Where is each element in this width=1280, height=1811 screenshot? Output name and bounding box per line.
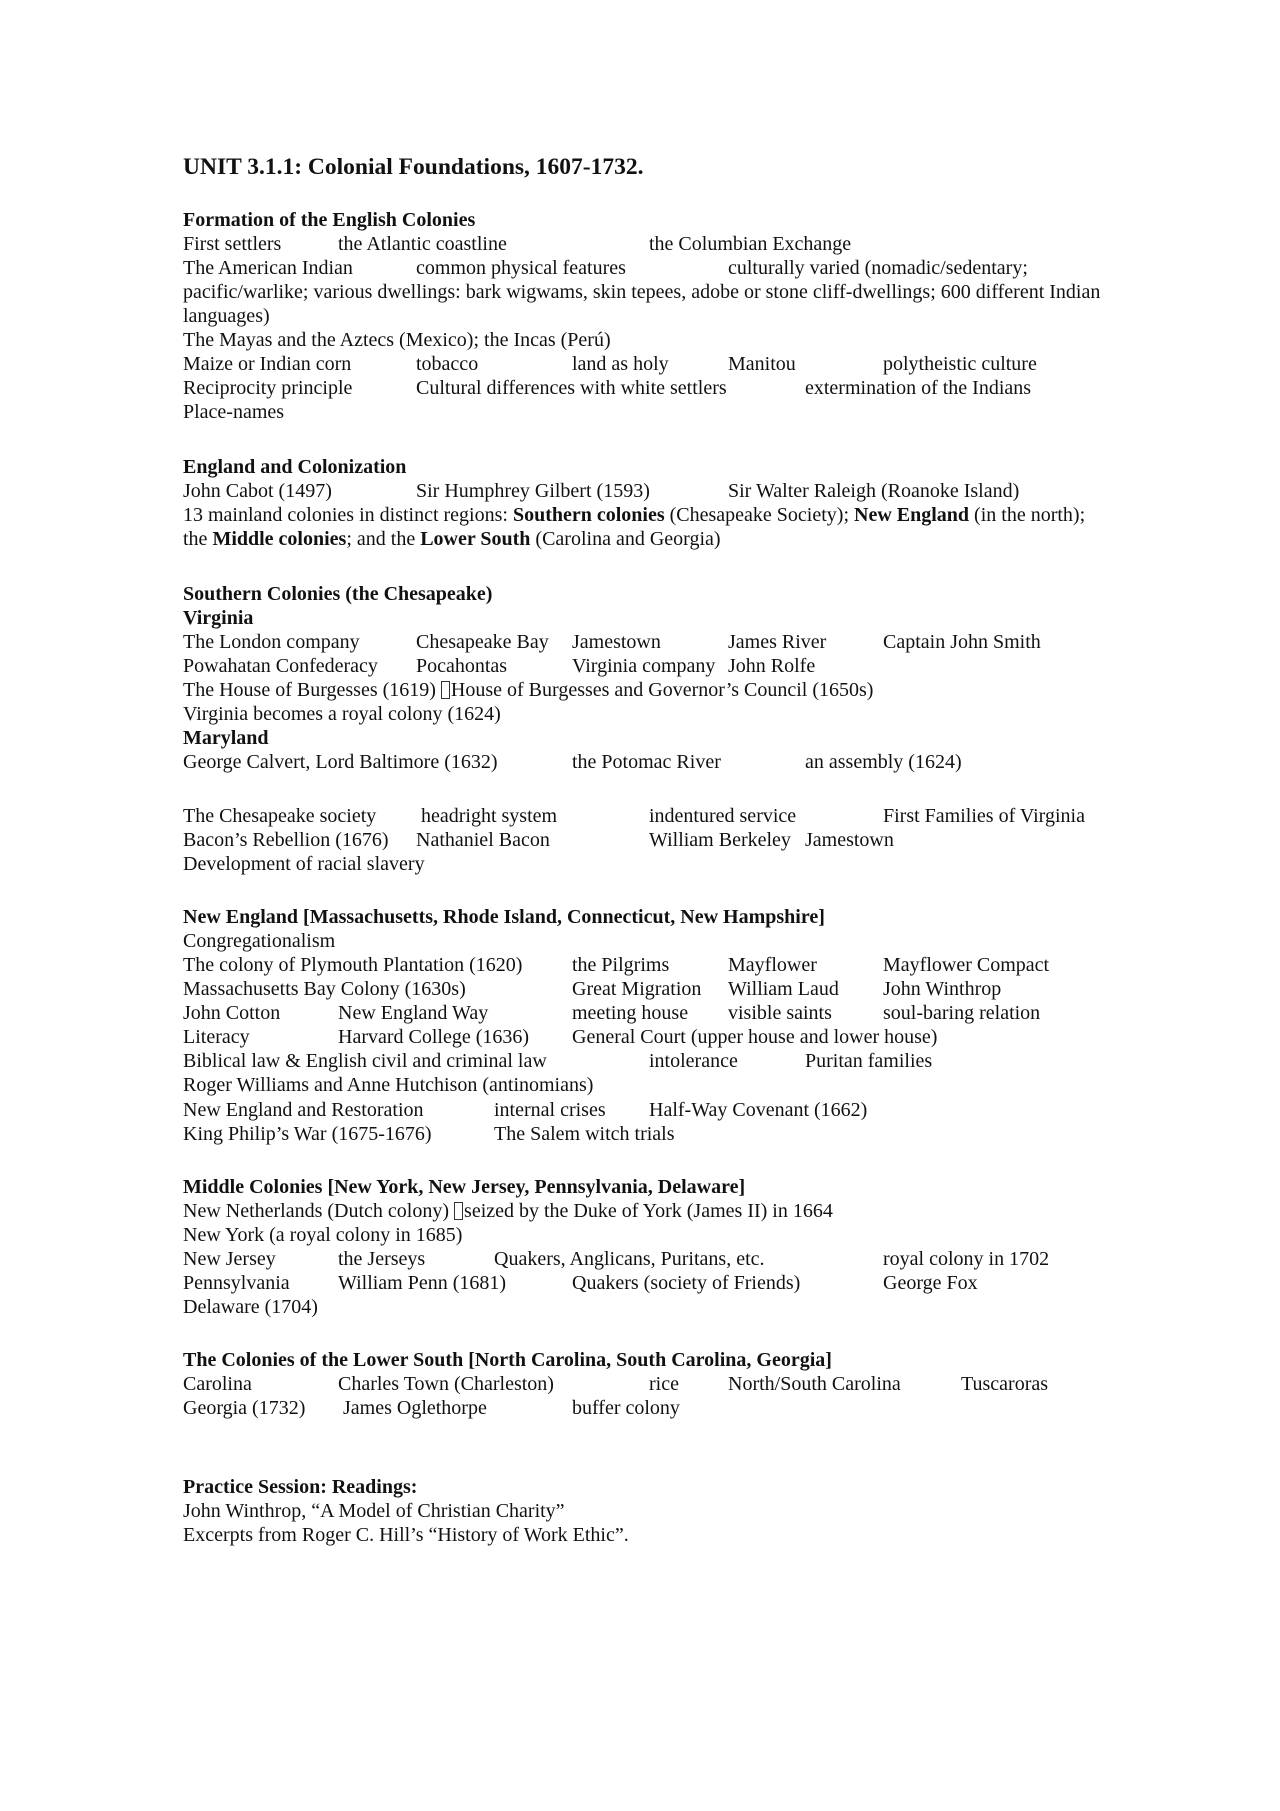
text: House of Burgesses and Governor’s Council (1650s) <box>450 679 874 701</box>
section-heading-new-england: New England [Massachusetts, Rhode Island, Connecticut, New Hampshire] <box>183 906 825 928</box>
middle-row-2: New York (a royal colony in 1685) <box>183 1224 463 1246</box>
term: the Columbian Exchange <box>649 233 852 255</box>
term: William Penn (1681) <box>338 1272 507 1294</box>
term: The London company <box>183 631 360 653</box>
middle-row-1 <box>183 1199 1103 1223</box>
section-heading-practice: Practice Session: Readings: <box>183 1476 418 1498</box>
southern-row-8: Development of racial slavery <box>183 853 425 875</box>
term: Mayflower Compact <box>883 954 1050 976</box>
formation-row-1 <box>183 232 1103 256</box>
term: Virginia company <box>572 655 716 677</box>
text: New Netherlands (Dutch colony) <box>183 1200 455 1222</box>
text: The House of Burgesses (1619) <box>183 679 441 701</box>
formation-row-2 <box>183 256 1103 280</box>
middle-row-5: Delaware (1704) <box>183 1296 318 1318</box>
term: common physical features <box>416 257 626 279</box>
subheading-virginia: Virginia <box>183 607 254 629</box>
lowersouth-row-1 <box>183 1372 1103 1396</box>
term: Cultural differences with white settlers <box>416 377 727 399</box>
page-title: UNIT 3.1.1: Colonial Foundations, 1607-1732. <box>183 154 644 180</box>
bold-term: Lower South <box>420 528 531 550</box>
term: Mayflower <box>728 954 817 976</box>
term: General Court (upper house and lower house) <box>572 1026 938 1048</box>
text: 13 mainland colonies in distinct regions: <box>183 504 513 526</box>
newengland-row-3 <box>183 1001 1103 1025</box>
england-paragraph <box>183 503 1103 551</box>
formation-row-5 <box>183 352 1103 376</box>
term: culturally varied (nomadic/sedentary; <box>728 257 1028 279</box>
section-heading-formation: Formation of the English Colonies <box>183 209 476 231</box>
term: Charles Town (Charleston) <box>338 1373 554 1395</box>
term: Jamestown <box>805 829 894 851</box>
middle-row-3 <box>183 1247 1103 1271</box>
term: Biblical law & English civil and criminal law <box>183 1050 547 1072</box>
term: extermination of the Indians <box>805 377 1032 399</box>
term: visible saints <box>728 1002 832 1024</box>
term: the Jerseys <box>338 1248 426 1270</box>
term: an assembly (1624) <box>805 751 962 773</box>
term: Captain John Smith <box>883 631 1041 653</box>
term: The American Indian <box>183 257 353 279</box>
term: Harvard College (1636) <box>338 1026 530 1048</box>
term: indentured service <box>649 805 797 827</box>
england-row-1 <box>183 479 1103 503</box>
term: First settlers <box>183 233 282 255</box>
term: royal colony in 1702 <box>883 1248 1050 1270</box>
text: seized by the Duke of York (James II) in 1664 <box>464 1200 833 1222</box>
missing-glyph-icon <box>441 681 450 699</box>
term: the Pilgrims <box>572 954 670 976</box>
section-heading-lower-south: The Colonies of the Lower South [North Carolina, South Carolina, Georgia] <box>183 1349 832 1371</box>
newengland-row-0: Congregationalism <box>183 930 336 952</box>
missing-glyph-icon <box>454 1202 463 1220</box>
term: North/South Carolina <box>728 1373 901 1395</box>
formation-paragraph: pacific/warlike; various dwellings: bark wigwams, skin tepees, adobe or stone cliff-dwellings; 600 different Indian languages) <box>183 281 1101 327</box>
formation-row-4: The Mayas and the Aztecs (Mexico); the Incas (Perú) <box>183 329 611 351</box>
text: (in the north); the <box>183 504 1086 550</box>
term: soul-baring relation <box>883 1002 1041 1024</box>
term: Bacon’s Rebellion (1676) <box>183 829 389 851</box>
term: the Potomac River <box>572 751 721 773</box>
term: The colony of Plymouth Plantation (1620) <box>183 954 523 976</box>
bold-term: Southern colonies <box>512 504 665 526</box>
newengland-row-2 <box>183 977 1103 1001</box>
term: Puritan families <box>805 1050 933 1072</box>
term: New England and Restoration <box>183 1099 424 1121</box>
term: Half-Way Covenant (1662) <box>649 1099 868 1121</box>
text: ; and the <box>346 528 421 550</box>
term: Sir Walter Raleigh (Roanoke Island) <box>728 480 1020 502</box>
southern-row-4: Virginia becomes a royal colony (1624) <box>183 703 501 725</box>
southern-row-7 <box>183 828 1103 852</box>
section-heading-middle: Middle Colonies [New York, New Jersey, Pennsylvania, Delaware] <box>183 1176 746 1198</box>
bold-term: Middle colonies <box>212 528 347 550</box>
practice-reading-2: Excerpts from Roger C. Hill’s “History of Work Ethic”. <box>183 1524 629 1546</box>
term: First Families of Virginia <box>883 805 1085 827</box>
term: polytheistic culture <box>883 353 1037 375</box>
newengland-row-1 <box>183 953 1103 977</box>
newengland-row-6: Roger Williams and Anne Hutchison (antinomians) <box>183 1074 594 1096</box>
term: George Fox <box>883 1272 978 1294</box>
term: John Cotton <box>183 1002 281 1024</box>
section-heading-england: England and Colonization <box>183 456 407 478</box>
section-heading-southern: Southern Colonies (the Chesapeake) <box>183 583 493 605</box>
newengland-row-8 <box>183 1122 1103 1146</box>
term: Quakers, Anglicans, Puritans, etc. <box>494 1248 765 1270</box>
newengland-row-5 <box>183 1049 1103 1073</box>
term: The Chesapeake society <box>183 805 377 827</box>
term: King Philip’s War (1675-1676) <box>183 1123 432 1145</box>
term: tobacco <box>416 353 479 375</box>
term: Nathaniel Bacon <box>416 829 550 851</box>
term: New Jersey <box>183 1248 276 1270</box>
middle-row-4 <box>183 1271 1103 1295</box>
term: Maize or Indian corn <box>183 353 352 375</box>
term: land as holy <box>572 353 669 375</box>
term: intolerance <box>649 1050 738 1072</box>
newengland-row-4 <box>183 1025 1103 1049</box>
formation-row-7: Place-names <box>183 401 285 423</box>
term: William Laud <box>728 978 839 1000</box>
term: Reciprocity principle <box>183 377 353 399</box>
term: George Calvert, Lord Baltimore (1632) <box>183 751 498 773</box>
southern-row-5 <box>183 750 1103 774</box>
term: Georgia (1732) <box>183 1397 306 1419</box>
term: Sir Humphrey Gilbert (1593) <box>416 480 650 502</box>
term: Tuscaroras <box>961 1373 1049 1395</box>
term: rice <box>649 1373 679 1395</box>
newengland-row-7 <box>183 1098 1103 1122</box>
term: John Cabot (1497) <box>183 480 332 502</box>
term: Jamestown <box>572 631 661 653</box>
term: meeting house <box>572 1002 689 1024</box>
southern-row-2 <box>183 654 1103 678</box>
term: the Atlantic coastline <box>338 233 507 255</box>
bold-term: New England <box>854 504 970 526</box>
term: John Rolfe <box>728 655 816 677</box>
lowersouth-row-2 <box>183 1396 1103 1420</box>
practice-reading-1: John Winthrop, “A Model of Christian Charity” <box>183 1500 565 1522</box>
term: buffer colony <box>572 1397 680 1419</box>
term: Carolina <box>183 1373 252 1395</box>
term: Quakers (society of Friends) <box>572 1272 801 1294</box>
term: headright system <box>421 805 558 827</box>
term: Chesapeake Bay <box>416 631 549 653</box>
term: The Salem witch trials <box>494 1123 675 1145</box>
term: Pocahontas <box>416 655 508 677</box>
term: William Berkeley <box>649 829 791 851</box>
formation-row-6 <box>183 376 1103 400</box>
term: Literacy <box>183 1026 250 1048</box>
subheading-maryland: Maryland <box>183 727 269 749</box>
term: John Winthrop <box>883 978 1002 1000</box>
text: (Carolina and Georgia) <box>530 528 721 550</box>
southern-row-1 <box>183 630 1103 654</box>
term: Manitou <box>728 353 796 375</box>
term: Great Migration <box>572 978 702 1000</box>
term: James Oglethorpe <box>343 1397 487 1419</box>
term: internal crises <box>494 1099 606 1121</box>
term: James River <box>728 631 827 653</box>
text: (Chesapeake Society); <box>664 504 855 526</box>
term: Massachusetts Bay Colony (1630s) <box>183 978 466 1000</box>
term: New England Way <box>338 1002 489 1024</box>
southern-row-6 <box>183 804 1103 828</box>
southern-row-3 <box>183 678 1103 702</box>
term: Pennsylvania <box>183 1272 290 1294</box>
term: Powahatan Confederacy <box>183 655 378 677</box>
